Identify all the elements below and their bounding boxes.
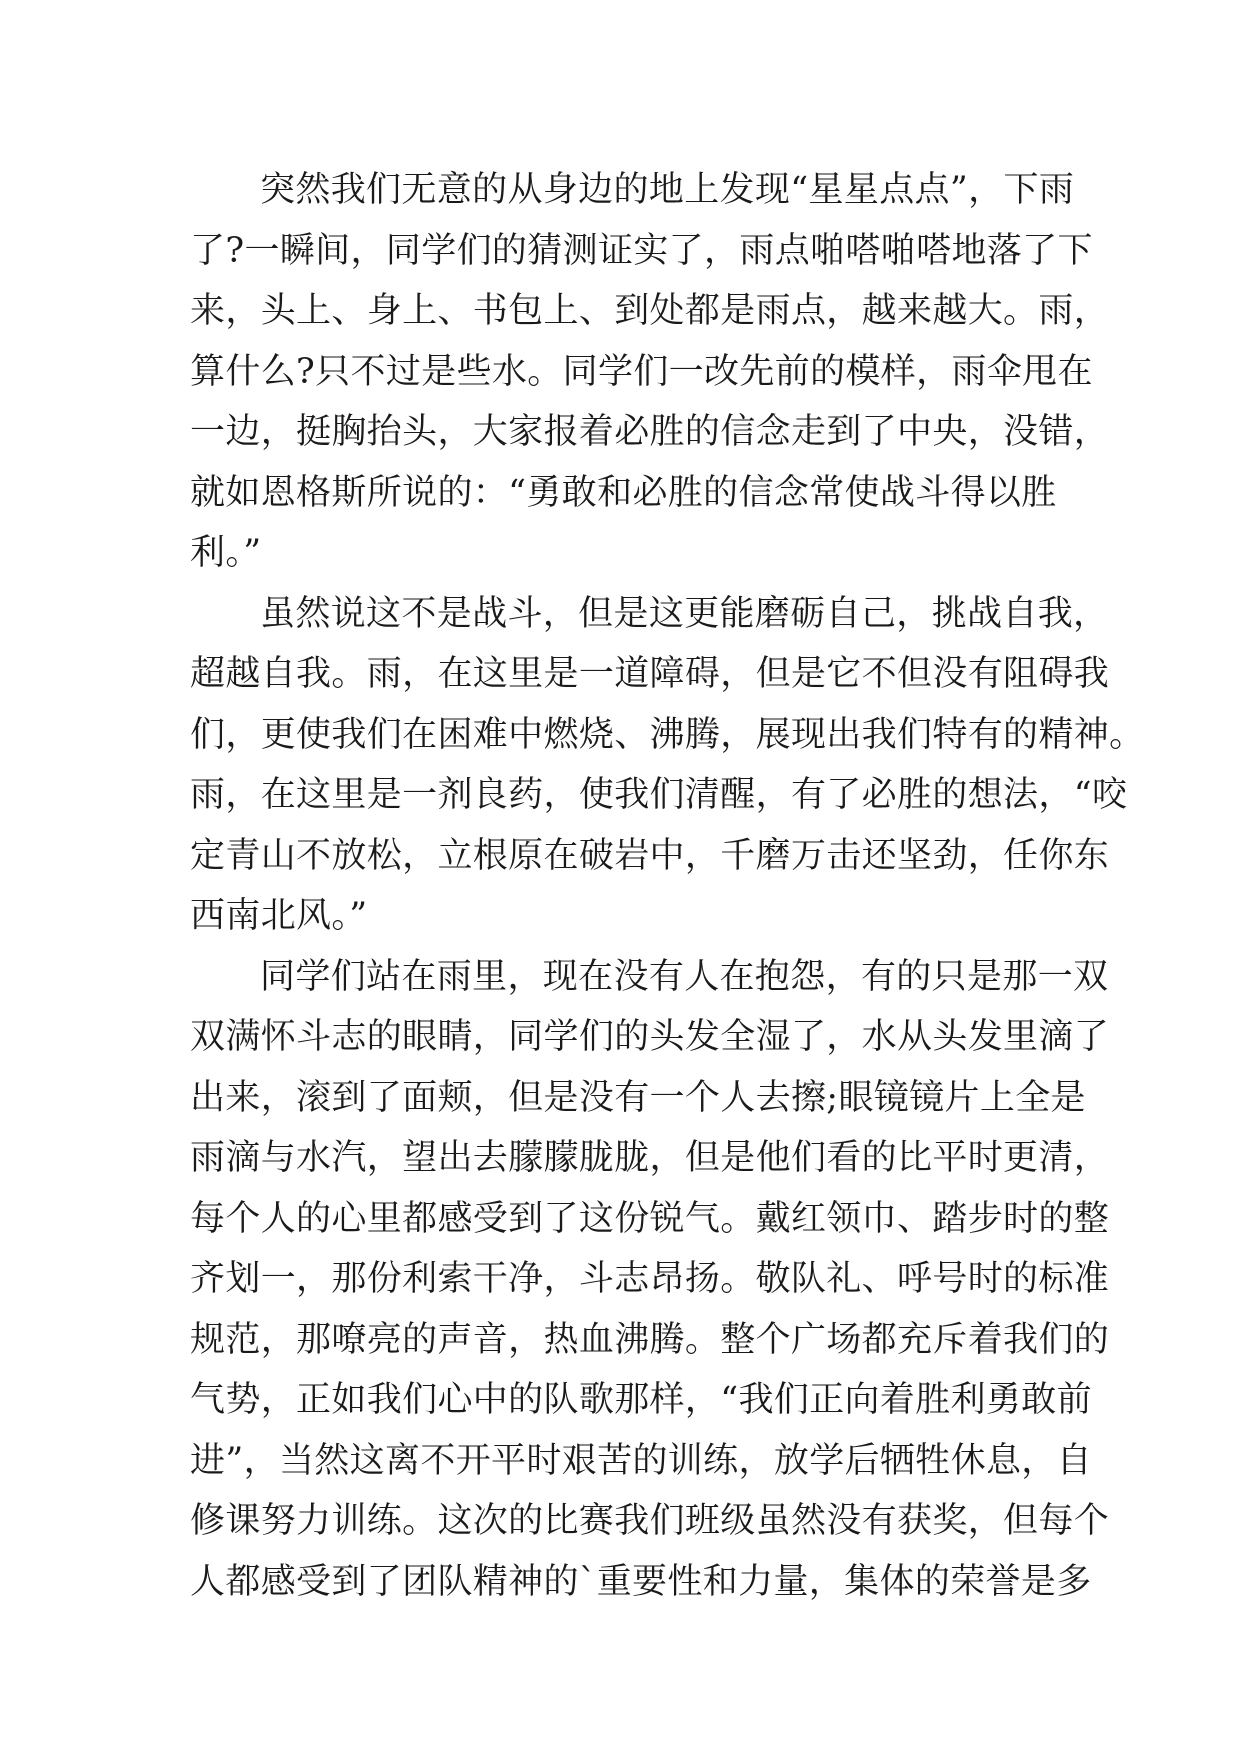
text-line: 西南北风。” — [190, 896, 368, 936]
text-line: 就如恩格斯所说的：“勇敢和必胜的信念常使战斗得以胜 — [190, 472, 1057, 513]
text-line: 利。” — [190, 533, 262, 573]
text-line: 人都感受到了团队精神的`重要性和力量，集体的荣誉是多 — [190, 1561, 1092, 1602]
text-line: 们，更使我们在困难中燃烧、沸腾，展现出我们特有的精神。 — [190, 714, 1145, 755]
text-line: 进”，当然这离不开平时艰苦的训练，放学后牺牲休息，自 — [190, 1440, 1092, 1481]
text-line: 超越自我。雨，在这里是一道障碍，但是它不但没有阻碍我 — [190, 654, 1110, 694]
text-line: 突然我们无意的从身边的地上发现“星星点点”，下雨 — [260, 170, 1075, 210]
text-line: 出来，滚到了面颊，但是没有一个人去擦;眼镜镜片上全是 — [190, 1077, 1086, 1118]
text-line: 算什么?只不过是些水。同学们一改先前的模样，雨伞甩在 — [190, 351, 1093, 392]
text-line: 了?一瞬间，同学们的猜测证实了，雨点啪嗒啪嗒地落了下 — [190, 230, 1093, 271]
text-line: 一边，挺胸抬头，大家报着必胜的信念走到了中央，没错， — [190, 412, 1110, 452]
text-line: 修课努力训练。这次的比赛我们班级虽然没有获奖，但每个 — [190, 1501, 1110, 1541]
text-line: 雨，在这里是一剂良药，使我们清醒，有了必胜的想法，“咬 — [190, 775, 1128, 815]
paragraph-1 — [190, 160, 1110, 584]
text-line: 每个人的心里都感受到了这份锐气。戴红领巾、踏步时的整 — [190, 1198, 1110, 1239]
text-line: 双满怀斗志的眼睛，同学们的头发全湿了，水从头发里滴了 — [190, 1017, 1110, 1057]
text-line: 同学们站在雨里，现在没有人在抱怨，有的只是那一双 — [260, 956, 1109, 997]
text-line: 齐划一，那份利索干净，斗志昂扬。敬队礼、呼号时的标准 — [190, 1259, 1110, 1299]
text-line: 定青山不放松，立根原在破岩中，千磨万击还坚劲，任你东 — [190, 835, 1110, 876]
text-line: 雨滴与水汽，望出去朦朦胧胧，但是他们看的比平时更清， — [190, 1138, 1110, 1178]
text-line: 气势，正如我们心中的队歌那样，“我们正向着胜利勇敢前 — [190, 1380, 1092, 1420]
text-line: 规范，那嘹亮的声音，热血沸腾。整个广场都充斥着我们的 — [190, 1319, 1110, 1360]
paragraph-3 — [190, 947, 1110, 1613]
text-line: 虽然说这不是战斗，但是这更能磨砺自己，挑战自我， — [260, 593, 1109, 634]
text-line: 来，头上、身上、书包上、到处都是雨点，越来越大。雨， — [190, 291, 1110, 331]
paragraph-2 — [190, 584, 1145, 947]
article-body — [190, 160, 1145, 1612]
